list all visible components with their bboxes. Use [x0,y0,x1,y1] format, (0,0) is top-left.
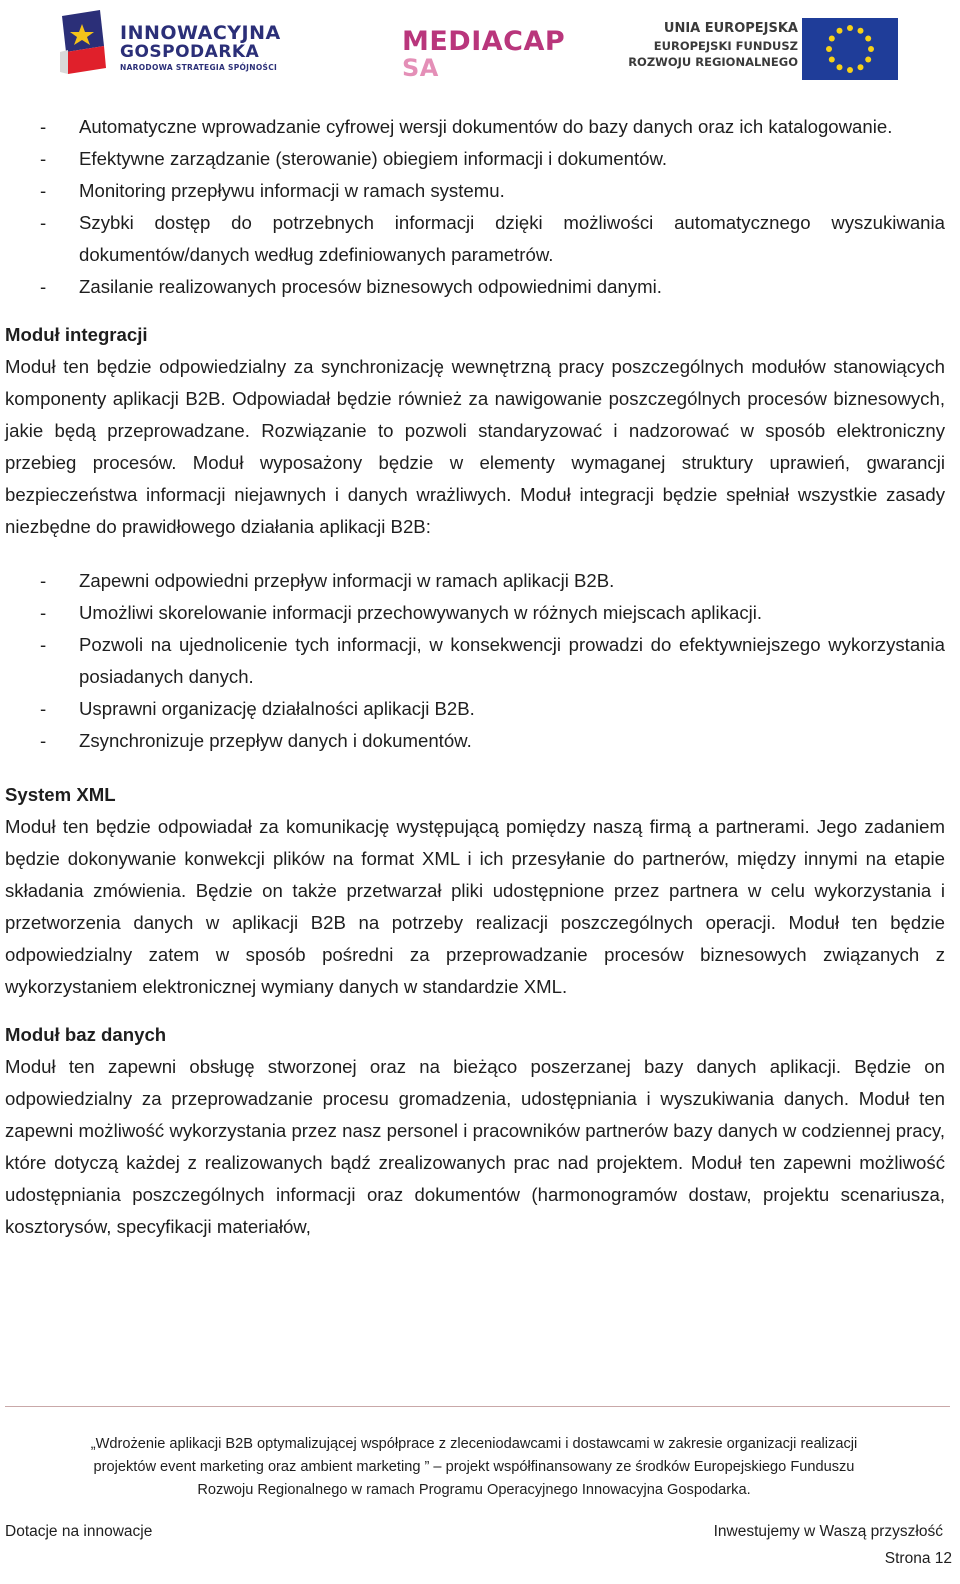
integration-paragraph: Moduł ten będzie odpowiedzialny za synchronizację wewnętrzną pracy poszczególnych modułów stanowiących komponenty aplikacji B2B. Odpowiadał będzie również za nawigowanie poszczególnych procesów biznesowych, jakie będą przeprowadzane. Rozwiązanie to pozwoli standaryzować i nadzorować w sposób elektroniczny przebieg procesów. Moduł wyposażony będzie w elementy wymaganej struktury uprawień, gwarancji bezpieczeństwa informacji niejawnych i danych wrażliwych. Moduł integracji będzie spełniał wszystkie zasady niezbędne do prawidłowego działania aplikacji B2B: [5,356,945,537]
list-marker: - [40,148,47,169]
mediacap-logo-part2: CAP [503,26,566,57]
eu-flag-icon [802,18,898,80]
list-marker: - [40,180,47,201]
list-item [5,111,945,143]
mediacap-logo-part1: MEDIA [402,26,504,57]
mediacap-logo-name [402,28,565,56]
ig-logo-line2: GOSPODARKA [120,42,260,62]
list-marker: - [40,602,47,623]
footer-project-note [0,1433,948,1502]
ig-logo-line1: INNOWACYJNA [120,22,281,44]
list-item-text: Zsynchronizuje przepływ danych i dokumentów. [79,730,472,751]
list-item-text: Monitoring przepływu informacji w ramach systemu. [79,180,505,201]
xml-heading: System XML [5,784,116,805]
eu-logo-line3: ROZWOJU REGIONALNEGO [628,55,798,69]
list-marker: - [40,730,47,751]
spacer [5,543,945,565]
list-item [5,725,945,757]
integration-heading: Moduł integracji [5,324,148,345]
list-marker: - [40,116,47,137]
ig-logo-line3: NARODOWA STRATEGIA SPÓJNOŚCI [120,63,278,72]
list-item-text: Zasilanie realizowanych procesów biznesowych odpowiednimi danymi. [79,276,662,297]
xml-paragraph: Moduł ten będzie odpowiadał za komunikację występującą pomiędzy naszą firmą a partnerami. Jego zadaniem będzie dokonywanie konwekcji plików na format XML i ich przesyłanie do partnerów, między innymi na etapie składania zmówienia. Będzie on także przetwarzał pliki udostępnione przez partnera w celu wykorzystania i przetworzenia danych w aplikacji B2B na potrzeby realizacji poszczególnych operacji. Moduł ten będzie odpowiedzialny zatem w sposób pośredni za przeprowadzanie procesów biznesowych związanych z wykorzystaniem elektronicznej wymiany danych w standardzie XML. [5,816,945,997]
integration-list [5,565,945,757]
list-item-text: Zapewni odpowiedni przepływ informacji w ramach aplikacji B2B. [79,570,615,591]
list-marker: - [40,698,47,719]
list-marker: - [40,212,47,233]
list-item-text: Umożliwi skorelowanie informacji przechowywanych w różnych miejscach aplikacji. [79,602,763,623]
eu-logo-line1: UNIA EUROPEJSKA [663,21,798,36]
footer-left-text: Dotacje na innowacje [5,1523,153,1540]
document-body [5,111,945,1243]
innowacyjna-gospodarka-logo [58,6,298,78]
spacer [5,757,945,779]
header-logos [0,0,960,90]
list-item [5,271,945,303]
list-item [5,565,945,597]
list-marker: - [40,276,47,297]
list-item-text: Szybki dostęp do potrzebnych informacji dzięki możliwości automatycznego wyszukiwania dokumentów/danych według zdefiniowanych parametrów. [79,212,945,265]
page-number: Strona 12 [884,1550,952,1567]
list-item-text: Efektywne zarządzanie (sterowanie) obiegiem informacji i dokumentów. [79,148,668,169]
mediacap-logo [402,28,572,86]
list-marker: - [40,570,47,591]
list-item-text: Usprawni organizację działalności aplikacji B2B. [79,698,475,719]
database-paragraph: Moduł ten zapewni obsługę stworzonej oraz na bieżąco poszerzanej bazy danych aplikacji. Będzie on odpowiedzialny za przeprowadzanie procesu gromadzenia, udostępniania i wyszukiwania danych. Moduł ten zapewni możliwość wykorzystania przez nasz personel i pracowników partnerów bazy danych w codziennej pracy, które dotyczą każdej z realizowanych bądź zrealizowanych prac nad projektem. Moduł ten zapewni możliwość udostępniania poszczególnych informacji oraz dokumentów (harmonogramów dostaw, projektu scenariusza, kosztorysów, specyfikacji materiałów, [5,1056,945,1237]
footer-divider [5,1406,950,1407]
footer-line3: Rozwoju Regionalnego w ramach Programu Operacyjnego Innowacyjna Gospodarka. [197,1482,751,1498]
list-item [5,693,945,725]
footer-right-text: Inwestujemy w Waszą przyszłość [713,1523,943,1540]
list-item-text: Pozwoli na ujednolicenie tych informacji, w konsekwencji prowadzi do efektywniejszego wykorzystania posiadanych danych. [79,634,945,687]
ig-flag-icon [58,6,110,76]
footer-line2: projektów event marketing oraz ambient marketing ” – projekt współfinansowany ze środków Europejskiego Funduszu [93,1459,855,1475]
list-item-text: Automatyczne wprowadzanie cyfrowej wersji dokumentów do bazy danych oraz ich katalogowanie. [79,116,893,137]
spacer [5,1003,945,1019]
list-item [5,175,945,207]
spacer [5,303,945,319]
eu-logo [628,18,902,80]
list-item [5,597,945,629]
footer-line1: „Wdrożenie aplikacji B2B optymalizującej współprace z zleceniodawcami i dostawcami w zakresie organizacji realizacji [90,1436,858,1452]
list-item [5,207,945,271]
list-item [5,143,945,175]
features-list [5,111,945,303]
list-marker: - [40,634,47,655]
eu-logo-line2: EUROPEJSKI FUNDUSZ [653,39,798,53]
database-heading: Moduł baz danych [5,1024,167,1045]
mediacap-logo-sa: SA [402,54,439,82]
list-item [5,629,945,693]
